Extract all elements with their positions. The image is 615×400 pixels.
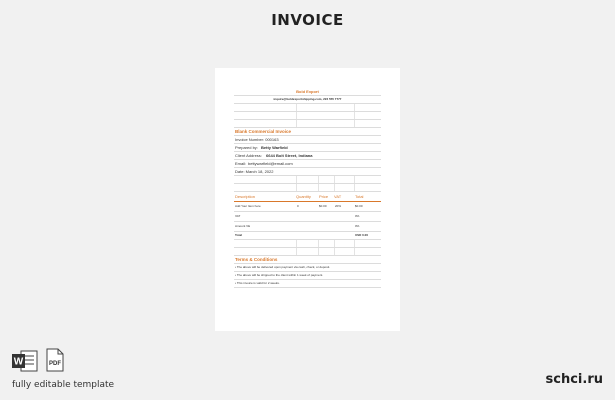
item-vat: 20% xyxy=(335,204,342,208)
brand-label: schci.ru xyxy=(545,372,603,387)
amount-label: Amount VE xyxy=(235,224,251,228)
company-name: Bold Export xyxy=(296,89,319,94)
total-value: USD 0.00 xyxy=(355,233,369,237)
section-title: Blank Commercial Invoice xyxy=(235,129,292,134)
vat-label: VAT xyxy=(235,214,241,218)
th-vat: VAT xyxy=(334,194,342,199)
invoice-number: Invoice Number: 000163 xyxy=(235,137,279,142)
item-price: $0.00 xyxy=(319,204,327,208)
total-label: Total xyxy=(235,233,242,237)
item-description: Add Your Item here xyxy=(235,204,261,208)
invoice-date: Date: March 18, 2022 xyxy=(235,169,274,174)
item-total: $0.00 xyxy=(355,204,363,208)
th-price: Price xyxy=(319,194,329,199)
terms-item: • This invoice is valid for 2 weeks. xyxy=(235,281,280,285)
editable-caption: fully editable template xyxy=(12,380,115,390)
page-heading: INVOICE xyxy=(271,11,344,29)
table-row xyxy=(234,202,381,212)
email-value: bettywarfield@email.com xyxy=(248,161,293,166)
invoice-grid xyxy=(234,88,381,288)
amount-value: 0% xyxy=(355,224,360,228)
item-quantity: 0 xyxy=(297,204,299,208)
terms-item: • The above will be shipped to the client within 1 week of payment. xyxy=(235,273,324,277)
client-address-value: 6644 Bolt Street, Indiana xyxy=(266,153,313,158)
email-label: Email: xyxy=(235,161,247,166)
th-total: Total xyxy=(355,194,364,199)
pdf-icon xyxy=(45,348,65,372)
prepared-by-label: Prepared by: xyxy=(235,145,258,150)
client-address-label: Client Address: xyxy=(235,153,262,158)
terms-title: Terms & Conditions xyxy=(235,257,278,262)
invoice-sheet xyxy=(215,68,400,331)
vat-value: 0% xyxy=(355,214,360,218)
svg-text:PDF: PDF xyxy=(49,361,61,367)
terms-item: • The above will be delivered upon payment via cash, check, or deposit. xyxy=(235,265,331,269)
th-description: Description xyxy=(235,194,256,199)
svg-text:W: W xyxy=(13,356,24,368)
word-icon xyxy=(12,350,38,372)
company-contact: inquire@boldexportshipping.com, 222 555 7777 xyxy=(273,97,342,101)
th-quantity: Quantity xyxy=(296,194,311,199)
prepared-by-value: Betty Warfield xyxy=(261,145,288,150)
